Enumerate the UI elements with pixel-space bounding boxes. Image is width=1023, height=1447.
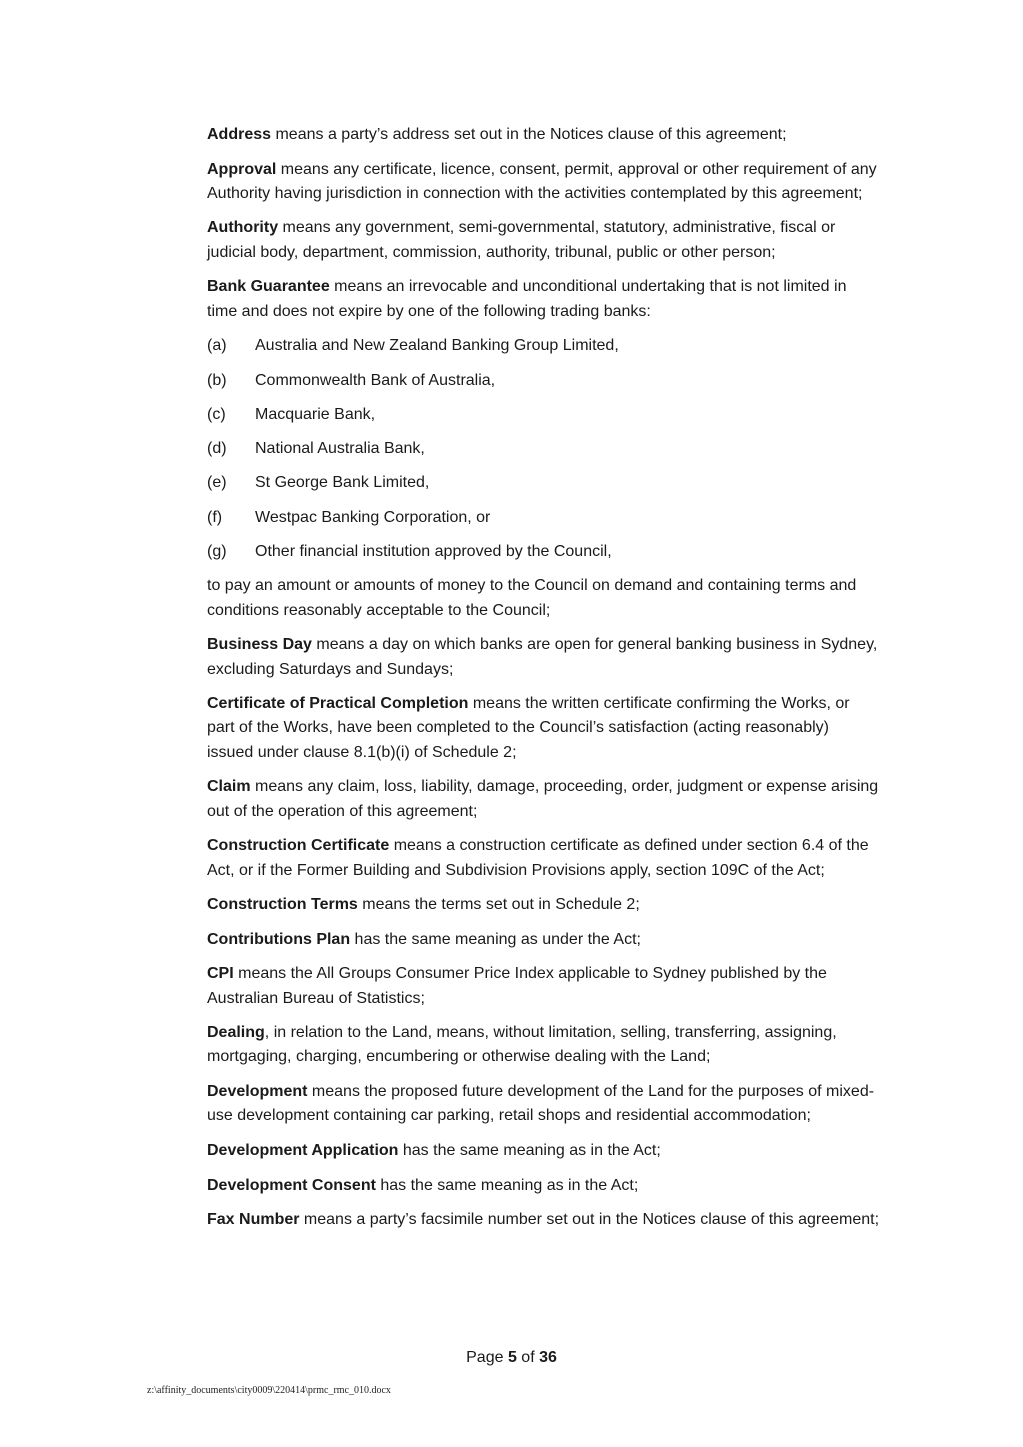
list-text: Macquarie Bank, <box>255 405 376 423</box>
definition-text: means an irrevocable and unconditional undertaking that is not limited in time and does not expire by one of the following trading banks: <box>207 278 847 320</box>
bank-list <box>207 334 879 564</box>
page-current: 5 <box>507 1349 517 1366</box>
definition-approval <box>207 158 879 207</box>
definition-text: means any government, semi-governmental, statutory, administrative, fiscal or judicial body, department, commission, authority, tribunal, public or other person; <box>207 219 836 261</box>
definition-term: Dealing <box>207 1024 265 1042</box>
list-label: (c) <box>207 405 226 423</box>
file-path: z:\affinity_documents\city0009\220414\prmc_rmc_010.docx <box>147 1385 391 1396</box>
definition-dealing <box>207 1021 879 1070</box>
definition-term: Address <box>207 126 272 143</box>
definition-construction-terms <box>207 893 879 917</box>
definition-construction-certificate <box>207 834 879 883</box>
definition-contributions-plan <box>207 928 879 952</box>
list-label: (d) <box>207 440 227 458</box>
document-body <box>207 123 879 1243</box>
definition-term: Contributions Plan <box>207 930 351 948</box>
definition-term: Certificate of Practical Completion <box>207 695 469 713</box>
list-label: (b) <box>207 371 227 389</box>
definition-text: means the written certificate confirming the Works, or part of the Works, have been completed to the Council’s satisfaction (acting reasonably) issued under clause 8.1(b)(i) of Schedule 2; <box>207 695 850 761</box>
list-label: (g) <box>207 543 227 561</box>
bank-list-tail: to pay an amount or amounts of money to the Council on demand and containing terms and conditions reasonably acceptable to the Council; <box>207 577 857 619</box>
list-label: (e) <box>207 474 227 492</box>
list-text: Other financial institution approved by the Council, <box>255 543 612 561</box>
list-text: Westpac Banking Corporation, or <box>255 508 491 526</box>
list-item <box>207 369 879 393</box>
definition-development-application <box>207 1139 879 1163</box>
definition-authority <box>207 216 879 265</box>
list-item <box>207 506 879 530</box>
definition-term: Construction Terms <box>207 896 358 914</box>
definition-text: means the terms set out in Schedule 2; <box>357 896 640 914</box>
definition-bank-guarantee <box>207 275 879 324</box>
definition-term: Claim <box>207 778 251 796</box>
definition-business-day <box>207 633 879 682</box>
page-total: 36 <box>539 1349 557 1366</box>
definition-cpi <box>207 962 879 1011</box>
definition-fax-number <box>207 1208 879 1232</box>
list-text: Commonwealth Bank of Australia, <box>255 371 496 389</box>
list-text: Australia and New Zealand Banking Group Limited, <box>255 337 619 355</box>
definition-text: means any claim, loss, liability, damage, proceeding, order, judgment or expense arising out of the operation of this agreement; <box>207 778 879 820</box>
definition-term: Development <box>207 1083 308 1101</box>
definition-address <box>207 123 879 147</box>
list-text: St George Bank Limited, <box>255 474 430 492</box>
list-label: (a) <box>207 337 227 355</box>
page-number <box>0 1349 1023 1367</box>
definition-text: has the same meaning as in the Act; <box>398 1141 661 1159</box>
definition-term: Approval <box>207 160 277 178</box>
definition-term: Business Day <box>207 636 312 654</box>
definition-text: means the All Groups Consumer Price Index applicable to Sydney published by the Australian Bureau of Statistics; <box>207 965 827 1007</box>
definition-text: , in relation to the Land, means, without limitation, selling, transferring, assigning, mortgaging, charging, encumbering or otherwise dealing with the Land; <box>207 1024 837 1066</box>
list-item <box>207 334 879 358</box>
definition-text: has the same meaning as in the Act; <box>375 1176 639 1194</box>
definition-certificate-of-practical-completion <box>207 692 879 765</box>
definition-text: has the same meaning as under the Act; <box>350 930 641 948</box>
definition-text: means a construction certificate as defined under section 6.4 of the Act, or if the Former Building and Subdivision Provisions apply, section 109C of the Act; <box>207 837 869 879</box>
list-item <box>207 540 879 564</box>
definition-term: CPI <box>207 965 234 983</box>
definition-text: means a party’s address set out in the Notices clause of this agreement; <box>271 126 787 143</box>
list-item <box>207 403 879 427</box>
list-label: (f) <box>207 508 223 526</box>
page-mid: of <box>516 1349 540 1366</box>
list-text: National Australia Bank, <box>255 440 425 458</box>
definition-term: Authority <box>207 219 279 237</box>
definition-development-consent <box>207 1174 879 1198</box>
definition-term: Fax Number <box>207 1211 300 1229</box>
definition-term: Development Consent <box>207 1176 376 1194</box>
definition-text: means a day on which banks are open for general banking business in Sydney, excluding Saturdays and Sundays; <box>207 636 878 678</box>
definition-term: Construction Certificate <box>207 837 390 855</box>
page-prefix: Page <box>466 1349 508 1366</box>
list-item <box>207 437 879 461</box>
definition-text: means the proposed future development of the Land for the purposes of mixed-use development containing car parking, retail shops and residential accommodation; <box>207 1083 875 1125</box>
definition-term: Development Application <box>207 1141 399 1159</box>
list-item <box>207 471 879 495</box>
definition-text: means a party’s facsimile number set out in the Notices clause of this agreement; <box>299 1211 880 1229</box>
definition-term: Bank Guarantee <box>207 278 330 296</box>
definition-text: means any certificate, licence, consent, permit, approval or other requirement of any Authority having jurisdiction in connection with the activities contemplated by this agreement; <box>207 160 877 202</box>
definition-claim <box>207 775 879 824</box>
definition-development <box>207 1080 879 1129</box>
